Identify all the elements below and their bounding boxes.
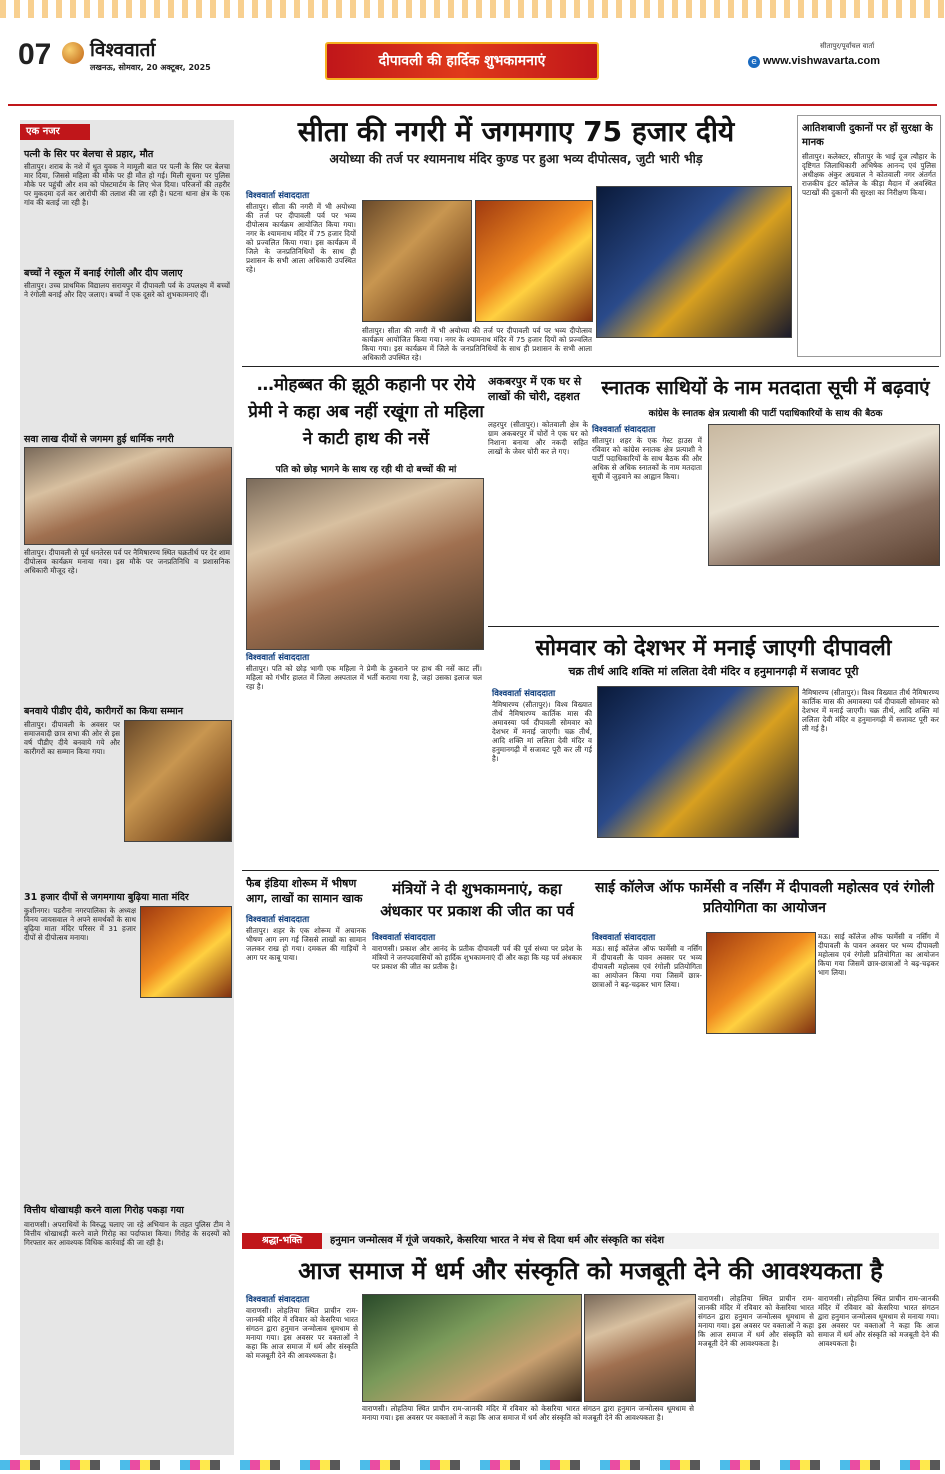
sai-headline: साई कॉलेज ऑफ फार्मेसी व नर्सिंग में दीपावली महोत्सव एवं रंगोली प्रतियोगिता का आयोजन bbox=[595, 880, 934, 916]
mohabbat-text: सीतापुर। पति को छोड़ भागी एक महिला ने प्रेमी के ठुकराने पर हाथ की नसें काट लीं। महिला को गंभीर हालत में जिला अस्पताल में भर्ती कराया गया है, जहां उसका इलाज चल रहा है। bbox=[246, 664, 482, 691]
bhakti-text: वाराणसी। लोहतिया स्थित प्राचीन राम-जानकी मंदिर में रविवार को केसरिया भारत संगठन द्वारा हनुमान जन्मोत्सव धूमधाम से मनाया गया। इस अवसर पर वक्ताओं ने कहा कि आज समाज में धर्म और संस्कृति को मजबूती देने की आवश्यकता है। bbox=[246, 1306, 358, 1360]
ministers-byline: विश्ववार्ता संवाददाता bbox=[372, 933, 436, 943]
lead-headline: सीता की नगरी में जगमगाए 75 हजार दीये bbox=[297, 115, 735, 148]
bhakti-byline: विश्ववार्ता संवाददाता bbox=[246, 1295, 310, 1305]
banner-text: दीपावली की हार्दिक शुभकामनाएं bbox=[378, 53, 546, 69]
bhakti-text-col2: वाराणसी। लोहतिया स्थित प्राचीन राम-जानकी मंदिर में रविवार को केसरिया भारत संगठन द्वारा हनुमान जन्मोत्सव धूमधाम से मनाया गया। इस अवसर पर वक्ताओं ने कहा कि आज समाज में धर्म और संस्कृति को मजबूती देने की आवश्यकता है। bbox=[818, 1294, 939, 1348]
story-text: सीतापुर। उच्च प्राथमिक विद्यालय सरायपुर में दीपावली पर्व के उपलक्ष्य में बच्चों ने रंगोली बनाई और दिए जलाए। बच्चों ने एक दूसरे को शुभकामनाएं दीं। bbox=[24, 281, 230, 299]
mohabbat-byline: विश्ववार्ता संवाददाता bbox=[246, 653, 310, 663]
story-heading: बनवाये पीडीए दीये, कारीगरों का किया सम्मान bbox=[24, 706, 184, 717]
story-text: वाराणसी। अपराधियों के विरुद्ध चलाए जा रहे अभियान के तहत पुलिस टीम ने वित्तीय धोखाधड़ी करने वाले गिरोह का पर्दाफाश किया। गिरोह के सदस्यों को गिरफ्तार कर आवश्यक विधिक कार्रवाई की जा रही है। bbox=[24, 1220, 230, 1247]
sai-text: मऊ। साई कॉलेज ऑफ फार्मेसी व नर्सिंग में दीपावली के पावन अवसर पर भव्य दीपावली महोत्सव एवं रंगोली प्रतियोगिता का आयोजन किया गया जिसमें छात्र-छात्राओं ने बढ़-चढ़कर भाग लिया। bbox=[592, 944, 702, 989]
diwali-banner bbox=[325, 42, 599, 80]
graduate-byline: विश्ववार्ता संवाददाता bbox=[592, 425, 656, 435]
bhakti-headline: आज समाज में धर्म और संस्कृति को मजबूती देने की आवश्यकता है bbox=[298, 1257, 883, 1285]
story-photo bbox=[140, 906, 232, 998]
side-box-headline: आतिशबाजी दुकानों पर हों सुरक्षा के मानक bbox=[802, 123, 933, 148]
fire-text: सीतापुर। शहर के एक शोरूम में अचानक भीषण आग लग गई जिससे लाखों का सामान जलकर राख हो गया। दमकल की गाड़ियों ने आग पर काबू पाया। bbox=[246, 926, 366, 962]
story-text: सीतापुर। दीपावली के अवसर पर समाजवादी छात्र सभा की ओर से इस वर्ष पीडीए दीये बनवाये गये और कारीगरों का सम्मान किया गया। bbox=[24, 720, 120, 756]
graduate-text: सीतापुर। शहर के एक गेस्ट हाउस में रविवार को कांग्रेस स्नातक क्षेत्र प्रत्याशी ने पार्टी पदाधिकारियों के साथ बैठक की और अधिक से अधिक स्नातकों के नाम मतदाता सूची में जुड़वाने का आह्वान किया। bbox=[592, 436, 702, 481]
header-rule bbox=[8, 104, 937, 106]
sidebar-tag: एक नजर bbox=[20, 124, 90, 140]
sai-text-cont: मऊ। साई कॉलेज ऑफ फार्मेसी व नर्सिंग में दीपावली के पावन अवसर पर भव्य दीपावली महोत्सव एवं रंगोली प्रतियोगिता का आयोजन किया गया जिसमें छात्र-छात्राओं ने बढ़-चढ़कर भाग लिया। bbox=[818, 932, 939, 977]
somvar-text: नैमिषारण्य (सीतापुर)। विश्व विख्यात तीर्थ नैमिषारण्य कार्तिक मास की अमावस्या पर्व दीपावली सोमवार को देशभर में मनाई जाएगी। चक्र तीर्थ, आदि शक्ति मां ललिता देवी मंदिर व हनुमानगढ़ी में सजावट पूरी कर ली गई है। bbox=[492, 700, 592, 763]
graduate-subhead: कांग्रेस के स्नातक क्षेत्र प्रत्याशी की पार्टी पदाधिकारियों के साथ की बैठक bbox=[648, 409, 883, 419]
somvar-byline: विश्ववार्ता संवाददाता bbox=[492, 689, 556, 699]
bhakti-text-col: वाराणसी। लोहतिया स्थित प्राचीन राम-जानकी मंदिर में रविवार को केसरिया भारत संगठन द्वारा हनुमान जन्मोत्सव धूमधाम से मनाया गया। इस अवसर पर वक्ताओं ने कहा कि आज समाज में धर्म और संस्कृति को मजबूती देने की आवश्यकता है। bbox=[698, 1294, 814, 1348]
sai-photo bbox=[706, 932, 816, 1034]
story-heading: सवा लाख दीयों से जगमग हुई धार्मिक नगरी bbox=[24, 434, 174, 445]
sidebar bbox=[20, 120, 234, 1455]
fire-headline: फैब इंडिया शोरूम में भीषण आग, लाखों का सामान खाक bbox=[246, 877, 363, 905]
story-photo bbox=[124, 720, 232, 842]
bhakti-text-cont: वाराणसी। लोहतिया स्थित प्राचीन राम-जानकी मंदिर में रविवार को केसरिया भारत संगठन द्वारा हनुमान जन्मोत्सव धूमधाम से मनाया गया। इस अवसर पर वक्ताओं ने कहा कि आज समाज में धर्म और संस्कृति को मजबूती देने की आवश्यकता है। bbox=[362, 1404, 694, 1422]
story-heading: बच्चों ने स्कूल में बनाई रंगोली और दीप जलाए bbox=[24, 268, 183, 279]
bhakti-kicker: हनुमान जन्मोत्सव में गूंजे जयकारे, केसरिया भारत ने मंच से दिया धर्म और संस्कृति का संदेश bbox=[330, 1235, 665, 1246]
somvar-text-cont: नैमिषारण्य (सीतापुर)। विश्व विख्यात तीर्थ नैमिषारण्य कार्तिक मास की अमावस्या पर्व दीपावली सोमवार को देशभर में मनाई जाएगी। चक्र तीर्थ, आदि शक्ति मां ललिता देवी मंदिर व हनुमानगढ़ी में सजावट पूरी कर ली गई है। bbox=[802, 688, 939, 733]
lead-subhead: अयोध्या की तर्ज पर श्यामनाथ मंदिर कुण्ड पर हुआ भव्य दीपोत्सव, जुटी भारी भीड़ bbox=[329, 151, 703, 166]
masthead: विश्ववार्ता bbox=[90, 39, 156, 61]
side-box-text: सीतापुर। कलेक्टर, सीतापुर के भाई दूज त्यौहार के दृष्टिगत जिलाधिकारी अभिषेक आनन्द एवं पुलिस अधीक्षक अंकुर अग्रवाल ने कोतवाली नगर अंतर्गत राजकीय इंटर कॉलेज के कीड़ा मैदान में अवस्थित पटाखों की दुकानों की सुरक्षा का निरीक्षण किया। bbox=[802, 152, 936, 197]
akbarpur-headline: अकबरपुर में एक घर से लाखों की चोरी, दहशत bbox=[488, 375, 582, 403]
lead-photo bbox=[475, 200, 593, 322]
bhakti-label: श्रद्धा-भक्ति bbox=[242, 1233, 322, 1249]
lead-text-cont: सीतापुर। सीता की नगरी में भी अयोध्या की तर्ज पर दीपावली पर्व पर भव्य दीपोत्सव कार्यक्रम आयोजित किया गया। नगर के श्यामनाथ मंदिर में 75 हजार दियों को प्रज्वलित किया गया। इस कार्यक्रम में जिले के जनप्रतिनिधियों के साथ ही प्रशासन के सभी आला अधिकारी उपस्थित रहे। bbox=[362, 326, 592, 362]
bhakti-photo bbox=[584, 1294, 696, 1402]
mohabbat-caption: पति को छोड़ भागने के साथ रह रही थी दो बच्चों की मां bbox=[275, 465, 457, 475]
story-text: सीतापुर। शराब के नशे में धुत युवक ने मामूली बात पर पत्नी के सिर पर बेलचा मार दिया, जिससे महिला की मौके पर ही मौत हो गई। मिली सूचना पर पुलिस मौके पर पहुंची और शव को पोस्टमार्टम के लिए भेज दिया। परिजनों की तहरीर पर मुकदमा दर्ज कर आरोपी की तलाश की जा रही है। घटना थाना क्षेत्र के एक गांव की बताई जा रही है। bbox=[24, 162, 230, 207]
somvar-headline: सोमवार को देशभर में मनाई जाएगी दीपावली bbox=[535, 636, 892, 661]
akbarpur-text: लहरपुर (सीतापुर)। कोतवाली क्षेत्र के ग्राम अकबरपुर में चोरों ने एक घर को निशाना बनाया और नकदी सहित लाखों के जेवर चोरी कर ले गए। bbox=[488, 420, 588, 456]
somvar-photo bbox=[597, 686, 799, 838]
globe-icon bbox=[62, 42, 84, 64]
side-box bbox=[797, 115, 941, 357]
print-color-bar bbox=[0, 1460, 945, 1470]
story-heading: वित्तीय धोखाधड़ी करने वाला गिरोह पकड़ा गया bbox=[24, 1205, 184, 1216]
story-text: कुशीनगर। पडरौना नगरपालिका के अध्यक्ष विनय जायसवाल ने अपने समर्थकों के साथ बुढ़िया माता मंदिर परिसर में 31 हजार दीपों से दीपोत्सव मनाया। bbox=[24, 906, 136, 942]
graduate-headline: स्नातक साथियों के नाम मतदाता सूची में बढ़वाएं bbox=[601, 377, 930, 399]
ministers-text: वाराणसी। प्रकाश और आनंद के प्रतीक दीपावली पर्व की पूर्व संध्या पर प्रदेश के मंत्रियों ने जनपदवासियों को हार्दिक शुभकामनाएं दीं और कहा कि यह पर्व अंधकार पर प्रकाश की जीत का प्रतीक है। bbox=[372, 944, 582, 971]
header bbox=[0, 0, 945, 108]
fire-byline: विश्ववार्ता संवाददाता bbox=[246, 915, 310, 925]
somvar-subhead: चक्र तीर्थ आदि शक्ति मां ललिता देवी मंदिर व हनुमानगढ़ी में सजावट पूरी bbox=[568, 665, 859, 678]
bhakti-bar bbox=[242, 1233, 939, 1249]
bhakti-photo bbox=[362, 1294, 582, 1402]
website-link[interactable]: www.vishwavarta.com bbox=[763, 55, 880, 67]
mohabbat-photo bbox=[246, 478, 484, 650]
lead-photo bbox=[596, 186, 792, 338]
lead-photo bbox=[362, 200, 472, 322]
ministers-headline: मंत्रियों ने दी शुभकामनाएं, कहा अंधकार पर प्रकाश की जीत का पर्व bbox=[380, 880, 574, 920]
sai-byline: विश्ववार्ता संवाददाता bbox=[592, 933, 656, 943]
web-icon: e bbox=[748, 56, 760, 68]
lead-text: सीतापुर। सीता की नगरी में भी अयोध्या की तर्ज पर दीपावली पर्व पर भव्य दीपोत्सव कार्यक्रम आयोजित किया गया। नगर के श्यामनाथ मंदिर में 75 हजार दियों को प्रज्वलित किया गया। इस कार्यक्रम में जिले के जनप्रतिनिधियों के साथ ही प्रशासन के सभी आला अधिकारी उपस्थित रहे। bbox=[246, 202, 356, 274]
lead-byline: विश्ववार्ता संवाददाता bbox=[246, 191, 310, 201]
dateline: लखनऊ, सोमवार, 20 अक्टूबर, 2025 bbox=[90, 63, 211, 72]
section-tag: सीतापुर/पूर्वांचल वार्ता bbox=[820, 42, 875, 50]
story-text: सीतापुर। दीपावली से पूर्व धनतेरस पर्व पर नैमिषारण्य स्थित चक्रतीर्थ पर देर शाम दीपोत्सव कार्यक्रम मनाया गया। इस मौके पर जनप्रतिनिधि व प्रशासनिक अधिकारी मौजूद रहे। bbox=[24, 548, 230, 575]
story-photo bbox=[24, 447, 232, 545]
graduate-photo bbox=[708, 424, 940, 566]
story-heading: पत्नी के सिर पर बेलचा से प्रहार, मौत bbox=[24, 149, 154, 160]
mohabbat-headline: …मोहब्बत की झूठी कहानी पर रोये प्रेमी ने कहा अब नहीं रखूंगा तो महिला ने काटी हाथ की नसें bbox=[248, 375, 484, 449]
decor-lamp-row bbox=[0, 0, 945, 18]
story-heading: 31 हजार दीपों से जगमगाया बुढ़िया माता मंदिर bbox=[24, 892, 189, 903]
page-number: 07 bbox=[18, 38, 52, 71]
